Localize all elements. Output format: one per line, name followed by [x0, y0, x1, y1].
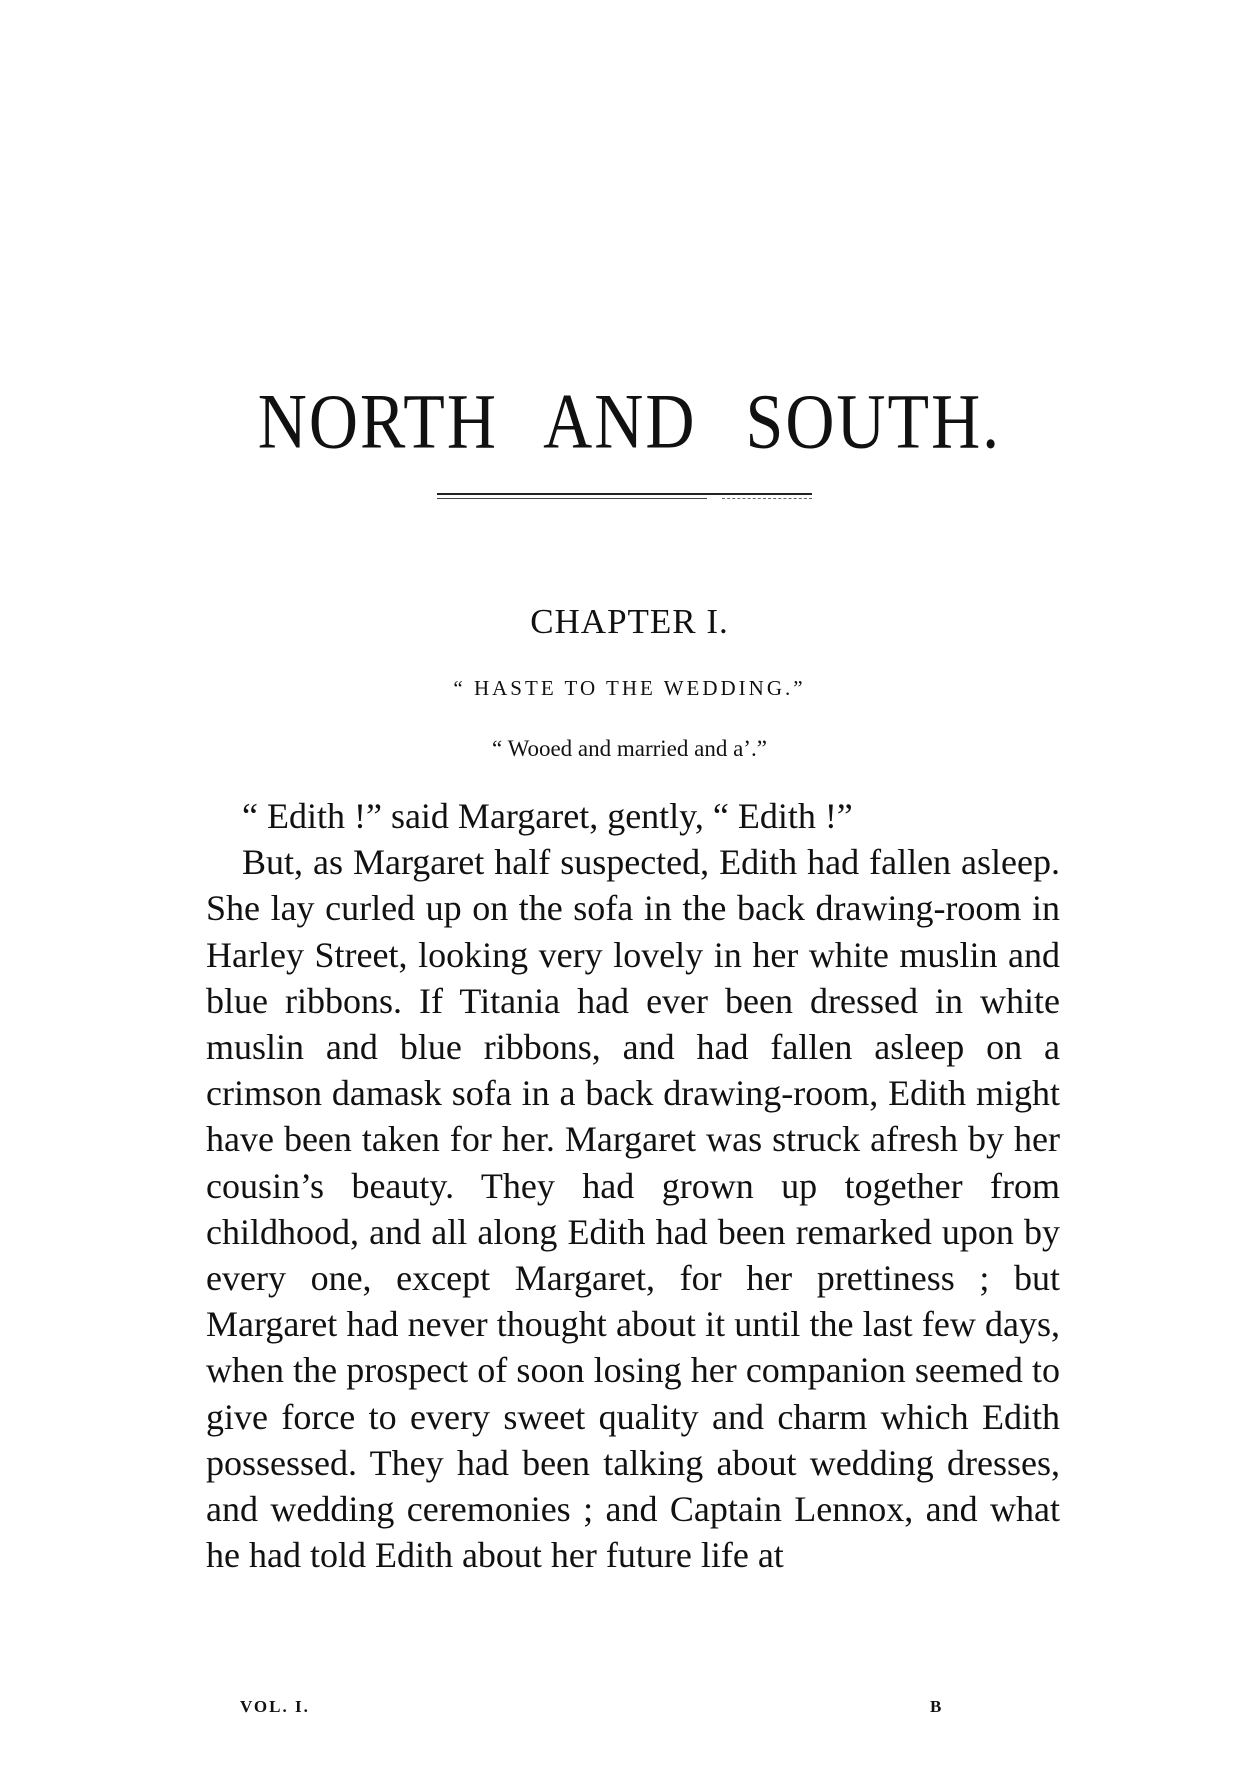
- signature-mark: B: [930, 1697, 944, 1716]
- chapter-body: [206, 793, 1060, 1578]
- title-rule: [437, 493, 812, 501]
- chapter-title: “ HASTE TO THE WEDDING.”: [453, 676, 806, 700]
- volume-label: VOL. I.: [240, 1697, 310, 1716]
- page-footer: [0, 1697, 1259, 1727]
- book-title: NORTH AND SOUTH.: [257, 377, 1002, 465]
- paragraph: “ Edith !” said Margaret, gently, “ Edith !”: [242, 796, 853, 836]
- chapter-heading: CHAPTER I.: [530, 602, 729, 641]
- epigraph: “ Wooed and married and a’.”: [492, 736, 767, 761]
- paragraph: But, as Margaret half suspected, Edith had fallen asleep. She lay curled up on the sofa in the back drawing-room in Harley Street, looking very lovely in her white muslin and blue ribbons. If Titania had ever been dressed in white muslin and blue ribbons, and had fallen asleep on a crimson damask sofa in a back drawing-room, Edith might have been taken for her. Margaret was struck afresh by her cousin’s beauty. They had grown up together from childhood, and all along Edith had been remarked upon by every one, except Margaret, for her prettiness ; but Margaret had never thought about it until the last few days, when the prospect of soon losing her companion seemed to give force to every sweet quality and charm which Edith possessed. They had been talking about wedding dresses, and wedding ceremonies ; and Captain Lennox, and what he had told Edith about her future life at: [206, 842, 1060, 1576]
